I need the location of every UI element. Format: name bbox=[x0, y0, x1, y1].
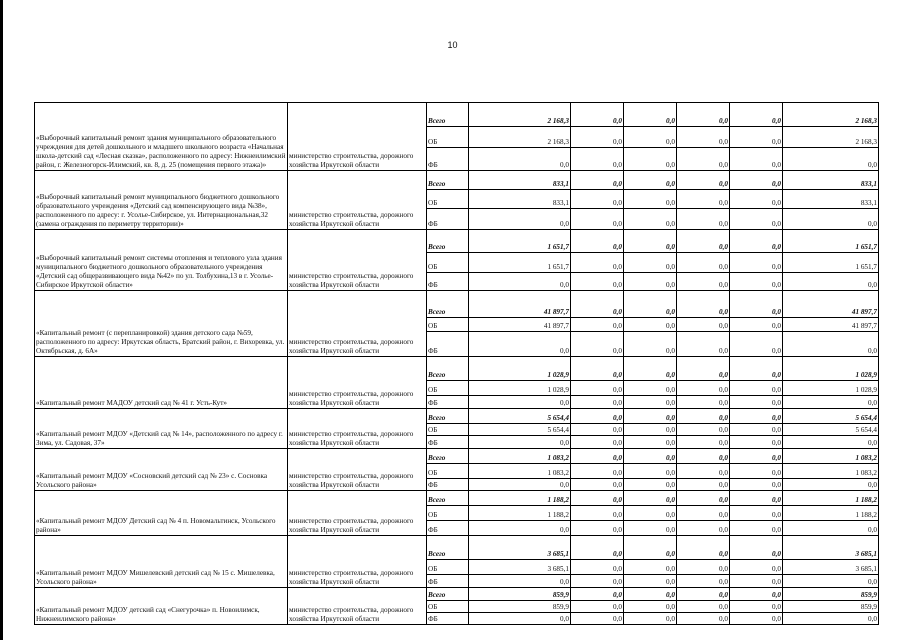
amount-cell: 0,0 bbox=[571, 396, 624, 409]
amount-cell: 0,0 bbox=[730, 521, 783, 536]
amount-cell: 0,0 bbox=[730, 506, 783, 521]
amount-cell: 0,0 bbox=[624, 291, 677, 318]
amount-cell: 0,0 bbox=[677, 588, 730, 601]
amount-cell: 0,0 bbox=[624, 171, 677, 190]
funding-source-cell: ФБ bbox=[427, 396, 469, 409]
amount-cell: 0,0 bbox=[677, 381, 730, 396]
funding-source-cell: ОБ bbox=[427, 190, 469, 209]
responsible-org-cell: министерство строительства, дорожного хозяйства Иркутской области bbox=[288, 171, 427, 230]
amount-cell: 0,0 bbox=[730, 449, 783, 464]
amount-cell: 0,0 bbox=[571, 253, 624, 273]
total-amount-cell: 1 651,7 bbox=[783, 253, 879, 273]
amount-cell: 0,0 bbox=[677, 253, 730, 273]
total-amount-cell: 5 654,4 bbox=[783, 409, 879, 424]
amount-cell: 0,0 bbox=[624, 332, 677, 357]
total-amount-cell: 859,9 bbox=[783, 588, 879, 601]
amount-cell: 0,0 bbox=[730, 588, 783, 601]
amount-cell: 0,0 bbox=[571, 291, 624, 318]
amount-cell: 0,0 bbox=[571, 318, 624, 332]
total-amount-cell: 0,0 bbox=[783, 332, 879, 357]
amount-cell: 0,0 bbox=[730, 253, 783, 273]
responsible-org-cell: министерство строительства, дорожного хозяйства Иркутской области bbox=[288, 449, 427, 491]
amount-cell: 0,0 bbox=[624, 613, 677, 625]
project-name-cell: «Капитальный ремонт МДОУ «Детский сад № 14», расположенного по адресу г. Зима, ул. Садовая, 37» bbox=[35, 409, 288, 449]
amount-cell: 0,0 bbox=[624, 506, 677, 521]
amount-cell: 5 654,4 bbox=[469, 424, 571, 436]
amount-cell: 0,0 bbox=[730, 409, 783, 424]
amount-cell: 0,0 bbox=[571, 230, 624, 253]
amount-cell: 0,0 bbox=[624, 424, 677, 436]
amount-cell: 0,0 bbox=[677, 560, 730, 575]
amount-cell: 0,0 bbox=[624, 381, 677, 396]
amount-cell: 1 188,2 bbox=[469, 506, 571, 521]
total-amount-cell: 833,1 bbox=[783, 171, 879, 190]
amount-cell: 0,0 bbox=[677, 449, 730, 464]
project-name-cell: «Выборочный капитальный ремонт системы отопления и теплового узла здания муниципального бюджетного дошкольного образовательного учреждения «Детский сад общеразвивающего вида №42» по ул. Толбухина,13 в г. Усолье-Сибирское Иркутской области» bbox=[35, 230, 288, 291]
amount-cell: 0,0 bbox=[677, 396, 730, 409]
amount-cell: 0,0 bbox=[469, 521, 571, 536]
page-number: 10 bbox=[447, 40, 458, 50]
amount-cell: 0,0 bbox=[730, 601, 783, 613]
funding-source-cell: ФБ bbox=[427, 436, 469, 449]
amount-cell: 0,0 bbox=[677, 521, 730, 536]
amount-cell: 0,0 bbox=[730, 273, 783, 291]
amount-cell: 0,0 bbox=[730, 103, 783, 127]
amount-cell: 0,0 bbox=[469, 436, 571, 449]
amount-cell: 1 028,9 bbox=[469, 381, 571, 396]
amount-cell: 0,0 bbox=[624, 409, 677, 424]
funding-source-cell: ФБ bbox=[427, 479, 469, 491]
funding-source-cell: ФБ bbox=[427, 209, 469, 230]
amount-cell: 0,0 bbox=[677, 230, 730, 253]
amount-cell: 0,0 bbox=[677, 273, 730, 291]
amount-cell: 0,0 bbox=[571, 273, 624, 291]
amount-cell: 0,0 bbox=[571, 521, 624, 536]
total-amount-cell: 0,0 bbox=[783, 575, 879, 588]
amount-cell: 0,0 bbox=[624, 318, 677, 332]
amount-cell: 0,0 bbox=[730, 381, 783, 396]
total-amount-cell: 3 685,1 bbox=[783, 560, 879, 575]
amount-cell: 0,0 bbox=[677, 436, 730, 449]
amount-cell: 0,0 bbox=[730, 332, 783, 357]
amount-cell: 0,0 bbox=[624, 148, 677, 171]
funding-source-cell: ОБ bbox=[427, 381, 469, 396]
amount-cell: 0,0 bbox=[624, 190, 677, 209]
amount-cell: 3 685,1 bbox=[469, 536, 571, 560]
funding-source-cell: Всего bbox=[427, 536, 469, 560]
total-amount-cell: 0,0 bbox=[783, 148, 879, 171]
amount-cell: 0,0 bbox=[730, 357, 783, 381]
table-row-total bbox=[35, 449, 879, 464]
responsible-org-cell: министерство строительства, дорожного хозяйства Иркутской области bbox=[288, 357, 427, 409]
total-amount-cell: 1 083,2 bbox=[783, 464, 879, 479]
amount-cell: 0,0 bbox=[624, 521, 677, 536]
total-amount-cell: 0,0 bbox=[783, 521, 879, 536]
amount-cell: 0,0 bbox=[730, 318, 783, 332]
amount-cell: 0,0 bbox=[469, 148, 571, 171]
amount-cell: 0,0 bbox=[571, 332, 624, 357]
total-amount-cell: 1 188,2 bbox=[783, 491, 879, 506]
amount-cell: 0,0 bbox=[677, 491, 730, 506]
table-row-total bbox=[35, 103, 879, 127]
amount-cell: 0,0 bbox=[730, 491, 783, 506]
funding-source-cell: Всего bbox=[427, 291, 469, 318]
amount-cell: 0,0 bbox=[730, 148, 783, 171]
table-row-total bbox=[35, 171, 879, 190]
funding-source-cell: Всего bbox=[427, 491, 469, 506]
total-amount-cell: 41 897,7 bbox=[783, 318, 879, 332]
funding-source-cell: ОБ bbox=[427, 601, 469, 613]
amount-cell: 5 654,4 bbox=[469, 409, 571, 424]
funding-source-cell: ФБ bbox=[427, 148, 469, 171]
amount-cell: 0,0 bbox=[624, 436, 677, 449]
total-amount-cell: 5 654,4 bbox=[783, 424, 879, 436]
funding-source-cell: ФБ bbox=[427, 575, 469, 588]
total-amount-cell: 0,0 bbox=[783, 209, 879, 230]
amount-cell: 0,0 bbox=[469, 575, 571, 588]
amount-cell: 0,0 bbox=[571, 613, 624, 625]
amount-cell: 0,0 bbox=[677, 506, 730, 521]
amount-cell: 0,0 bbox=[624, 560, 677, 575]
total-amount-cell: 0,0 bbox=[783, 396, 879, 409]
table-row-total bbox=[35, 291, 879, 318]
total-amount-cell: 1 028,9 bbox=[783, 381, 879, 396]
amount-cell: 0,0 bbox=[571, 536, 624, 560]
amount-cell: 0,0 bbox=[677, 332, 730, 357]
amount-cell: 0,0 bbox=[730, 560, 783, 575]
amount-cell: 0,0 bbox=[677, 409, 730, 424]
amount-cell: 0,0 bbox=[677, 209, 730, 230]
amount-cell: 0,0 bbox=[624, 357, 677, 381]
amount-cell: 1 651,7 bbox=[469, 230, 571, 253]
amount-cell: 0,0 bbox=[677, 479, 730, 491]
amount-cell: 0,0 bbox=[624, 103, 677, 127]
amount-cell: 0,0 bbox=[677, 613, 730, 625]
amount-cell: 0,0 bbox=[469, 332, 571, 357]
amount-cell: 0,0 bbox=[571, 103, 624, 127]
funding-source-cell: ОБ bbox=[427, 560, 469, 575]
amount-cell: 859,9 bbox=[469, 601, 571, 613]
funding-source-cell: Всего bbox=[427, 171, 469, 190]
amount-cell: 0,0 bbox=[571, 560, 624, 575]
amount-cell: 0,0 bbox=[469, 273, 571, 291]
amount-cell: 0,0 bbox=[730, 464, 783, 479]
amount-cell: 0,0 bbox=[677, 127, 730, 148]
amount-cell: 0,0 bbox=[571, 479, 624, 491]
budget-table bbox=[34, 102, 879, 625]
scan-edge bbox=[0, 0, 3, 640]
table-row-total bbox=[35, 536, 879, 560]
total-amount-cell: 859,9 bbox=[783, 601, 879, 613]
funding-source-cell: Всего bbox=[427, 449, 469, 464]
amount-cell: 0,0 bbox=[571, 190, 624, 209]
amount-cell: 41 897,7 bbox=[469, 291, 571, 318]
funding-source-cell: Всего bbox=[427, 230, 469, 253]
table-row-total bbox=[35, 357, 879, 381]
amount-cell: 3 685,1 bbox=[469, 560, 571, 575]
amount-cell: 0,0 bbox=[571, 381, 624, 396]
amount-cell: 2 168,3 bbox=[469, 103, 571, 127]
amount-cell: 0,0 bbox=[571, 424, 624, 436]
total-amount-cell: 2 168,3 bbox=[783, 127, 879, 148]
total-amount-cell: 833,1 bbox=[783, 190, 879, 209]
amount-cell: 1 083,2 bbox=[469, 449, 571, 464]
total-amount-cell: 1 083,2 bbox=[783, 449, 879, 464]
project-name-cell: «Капитальный ремонт МАДОУ детский сад № 41 г. Усть-Кут» bbox=[35, 357, 288, 409]
amount-cell: 0,0 bbox=[624, 479, 677, 491]
amount-cell: 0,0 bbox=[624, 253, 677, 273]
project-name-cell: «Капитальный ремонт МДОУ Детский сад № 4 п. Новомальтинск, Усольского района» bbox=[35, 491, 288, 536]
amount-cell: 0,0 bbox=[571, 436, 624, 449]
funding-source-cell: ФБ bbox=[427, 613, 469, 625]
amount-cell: 859,9 bbox=[469, 588, 571, 601]
amount-cell: 0,0 bbox=[571, 357, 624, 381]
amount-cell: 0,0 bbox=[624, 273, 677, 291]
amount-cell: 0,0 bbox=[571, 409, 624, 424]
total-amount-cell: 1 188,2 bbox=[783, 506, 879, 521]
responsible-org-cell: министерство строительства, дорожного хозяйства Иркутской области bbox=[288, 491, 427, 536]
amount-cell: 0,0 bbox=[571, 601, 624, 613]
amount-cell: 0,0 bbox=[571, 148, 624, 171]
amount-cell: 0,0 bbox=[677, 318, 730, 332]
responsible-org-cell: министерство строительства, дорожного хозяйства Иркутской области bbox=[288, 588, 427, 625]
amount-cell: 0,0 bbox=[730, 424, 783, 436]
amount-cell: 0,0 bbox=[624, 575, 677, 588]
amount-cell: 0,0 bbox=[571, 171, 624, 190]
project-name-cell: «Капитальный ремонт МДОУ «Сосновский детский сад № 23» с. Сосновка Усольского района» bbox=[35, 449, 288, 491]
amount-cell: 41 897,7 bbox=[469, 318, 571, 332]
funding-source-cell: Всего bbox=[427, 588, 469, 601]
amount-cell: 0,0 bbox=[730, 536, 783, 560]
amount-cell: 1 188,2 bbox=[469, 491, 571, 506]
responsible-org-cell: министерство строительства, дорожного хозяйства Иркутской области bbox=[288, 230, 427, 291]
responsible-org-cell: министерство строительства, дорожного хозяйства Иркутской области bbox=[288, 103, 427, 171]
amount-cell: 1 651,7 bbox=[469, 253, 571, 273]
amount-cell: 0,0 bbox=[469, 613, 571, 625]
amount-cell: 0,0 bbox=[469, 396, 571, 409]
amount-cell: 0,0 bbox=[469, 479, 571, 491]
amount-cell: 0,0 bbox=[571, 127, 624, 148]
total-amount-cell: 3 685,1 bbox=[783, 536, 879, 560]
amount-cell: 833,1 bbox=[469, 171, 571, 190]
amount-cell: 0,0 bbox=[624, 588, 677, 601]
total-amount-cell: 0,0 bbox=[783, 436, 879, 449]
funding-source-cell: ОБ bbox=[427, 464, 469, 479]
amount-cell: 0,0 bbox=[624, 601, 677, 613]
table-row-total bbox=[35, 588, 879, 601]
amount-cell: 0,0 bbox=[677, 190, 730, 209]
amount-cell: 0,0 bbox=[730, 436, 783, 449]
amount-cell: 0,0 bbox=[624, 230, 677, 253]
amount-cell: 0,0 bbox=[624, 464, 677, 479]
amount-cell: 0,0 bbox=[469, 209, 571, 230]
project-name-cell: «Капитальный ремонт МДОУ детский сад «Снегурочка» п. Новоилимск, Нижнеилимского района» bbox=[35, 588, 288, 625]
amount-cell: 0,0 bbox=[624, 491, 677, 506]
amount-cell: 2 168,3 bbox=[469, 127, 571, 148]
amount-cell: 0,0 bbox=[730, 127, 783, 148]
amount-cell: 0,0 bbox=[677, 171, 730, 190]
amount-cell: 0,0 bbox=[571, 575, 624, 588]
funding-source-cell: Всего bbox=[427, 409, 469, 424]
amount-cell: 0,0 bbox=[730, 209, 783, 230]
project-name-cell: «Капитальный ремонт МДОУ Мишелевский детский сад № 15 с. Мишелевка, Усольского района» bbox=[35, 536, 288, 588]
funding-source-cell: ФБ bbox=[427, 521, 469, 536]
project-name-cell: «Выборочный капитальный ремонт муниципального бюджетного дошкольного образовательного учреждения «Детский сад компенсирующего вида №38», расположенного по адресу: г. Усолье-Сибирское, ул. Интернациональная,32 (замена ограждения по периметру территории)» bbox=[35, 171, 288, 230]
total-amount-cell: 1 651,7 bbox=[783, 230, 879, 253]
funding-source-cell: ОБ bbox=[427, 424, 469, 436]
amount-cell: 0,0 bbox=[571, 506, 624, 521]
funding-source-cell: ОБ bbox=[427, 318, 469, 332]
responsible-org-cell: министерство строительства, дорожного хозяйства Иркутской области bbox=[288, 291, 427, 357]
total-amount-cell: 1 028,9 bbox=[783, 357, 879, 381]
amount-cell: 0,0 bbox=[571, 588, 624, 601]
funding-source-cell: ОБ bbox=[427, 253, 469, 273]
responsible-org-cell: министерство строительства, дорожного хозяйства Иркутской области bbox=[288, 409, 427, 449]
amount-cell: 0,0 bbox=[571, 449, 624, 464]
amount-cell: 833,1 bbox=[469, 190, 571, 209]
funding-source-cell: ФБ bbox=[427, 332, 469, 357]
amount-cell: 0,0 bbox=[677, 148, 730, 171]
amount-cell: 0,0 bbox=[730, 171, 783, 190]
funding-source-cell: Всего bbox=[427, 103, 469, 127]
amount-cell: 0,0 bbox=[730, 291, 783, 318]
project-name-cell: «Выборочный капитальный ремонт здания муниципального образовательного учреждения для детей дошкольного и младшего школьного возраста «Начальная школа-детский сад «Лесная сказка», расположенного по адресу: Нижнеилимский район, г. Железногорск-Илимский, кв. 8, д. 25 (помещения первого этажа)» bbox=[35, 103, 288, 171]
table-row-total bbox=[35, 491, 879, 506]
total-amount-cell: 41 897,7 bbox=[783, 291, 879, 318]
amount-cell: 0,0 bbox=[730, 190, 783, 209]
total-amount-cell: 0,0 bbox=[783, 273, 879, 291]
total-amount-cell: 0,0 bbox=[783, 613, 879, 625]
amount-cell: 0,0 bbox=[571, 209, 624, 230]
amount-cell: 0,0 bbox=[624, 449, 677, 464]
amount-cell: 0,0 bbox=[677, 424, 730, 436]
amount-cell: 0,0 bbox=[624, 127, 677, 148]
amount-cell: 0,0 bbox=[730, 479, 783, 491]
amount-cell: 0,0 bbox=[624, 396, 677, 409]
amount-cell: 0,0 bbox=[730, 230, 783, 253]
table-row-total bbox=[35, 409, 879, 424]
amount-cell: 0,0 bbox=[677, 103, 730, 127]
funding-source-cell: Всего bbox=[427, 357, 469, 381]
amount-cell: 0,0 bbox=[730, 396, 783, 409]
amount-cell: 0,0 bbox=[677, 291, 730, 318]
amount-cell: 0,0 bbox=[571, 464, 624, 479]
amount-cell: 0,0 bbox=[677, 357, 730, 381]
amount-cell: 0,0 bbox=[677, 601, 730, 613]
amount-cell: 0,0 bbox=[624, 209, 677, 230]
total-amount-cell: 0,0 bbox=[783, 479, 879, 491]
amount-cell: 1 028,9 bbox=[469, 357, 571, 381]
table-row-total bbox=[35, 230, 879, 253]
amount-cell: 0,0 bbox=[624, 536, 677, 560]
amount-cell: 0,0 bbox=[677, 575, 730, 588]
amount-cell: 0,0 bbox=[571, 491, 624, 506]
amount-cell: 0,0 bbox=[730, 613, 783, 625]
amount-cell: 0,0 bbox=[677, 464, 730, 479]
amount-cell: 0,0 bbox=[730, 575, 783, 588]
total-amount-cell: 2 168,3 bbox=[783, 103, 879, 127]
responsible-org-cell: министерство строительства, дорожного хозяйства Иркутской области bbox=[288, 536, 427, 588]
amount-cell: 0,0 bbox=[677, 536, 730, 560]
funding-source-cell: ОБ bbox=[427, 506, 469, 521]
amount-cell: 1 083,2 bbox=[469, 464, 571, 479]
funding-source-cell: ОБ bbox=[427, 127, 469, 148]
project-name-cell: «Капитальный ремонт (с перепланировкой) здания детского сада №59, расположенного по адресу: Иркутская область, Братский район, г. Вихоревка, ул. Октябрьская, д. 6А» bbox=[35, 291, 288, 357]
funding-source-cell: ФБ bbox=[427, 273, 469, 291]
